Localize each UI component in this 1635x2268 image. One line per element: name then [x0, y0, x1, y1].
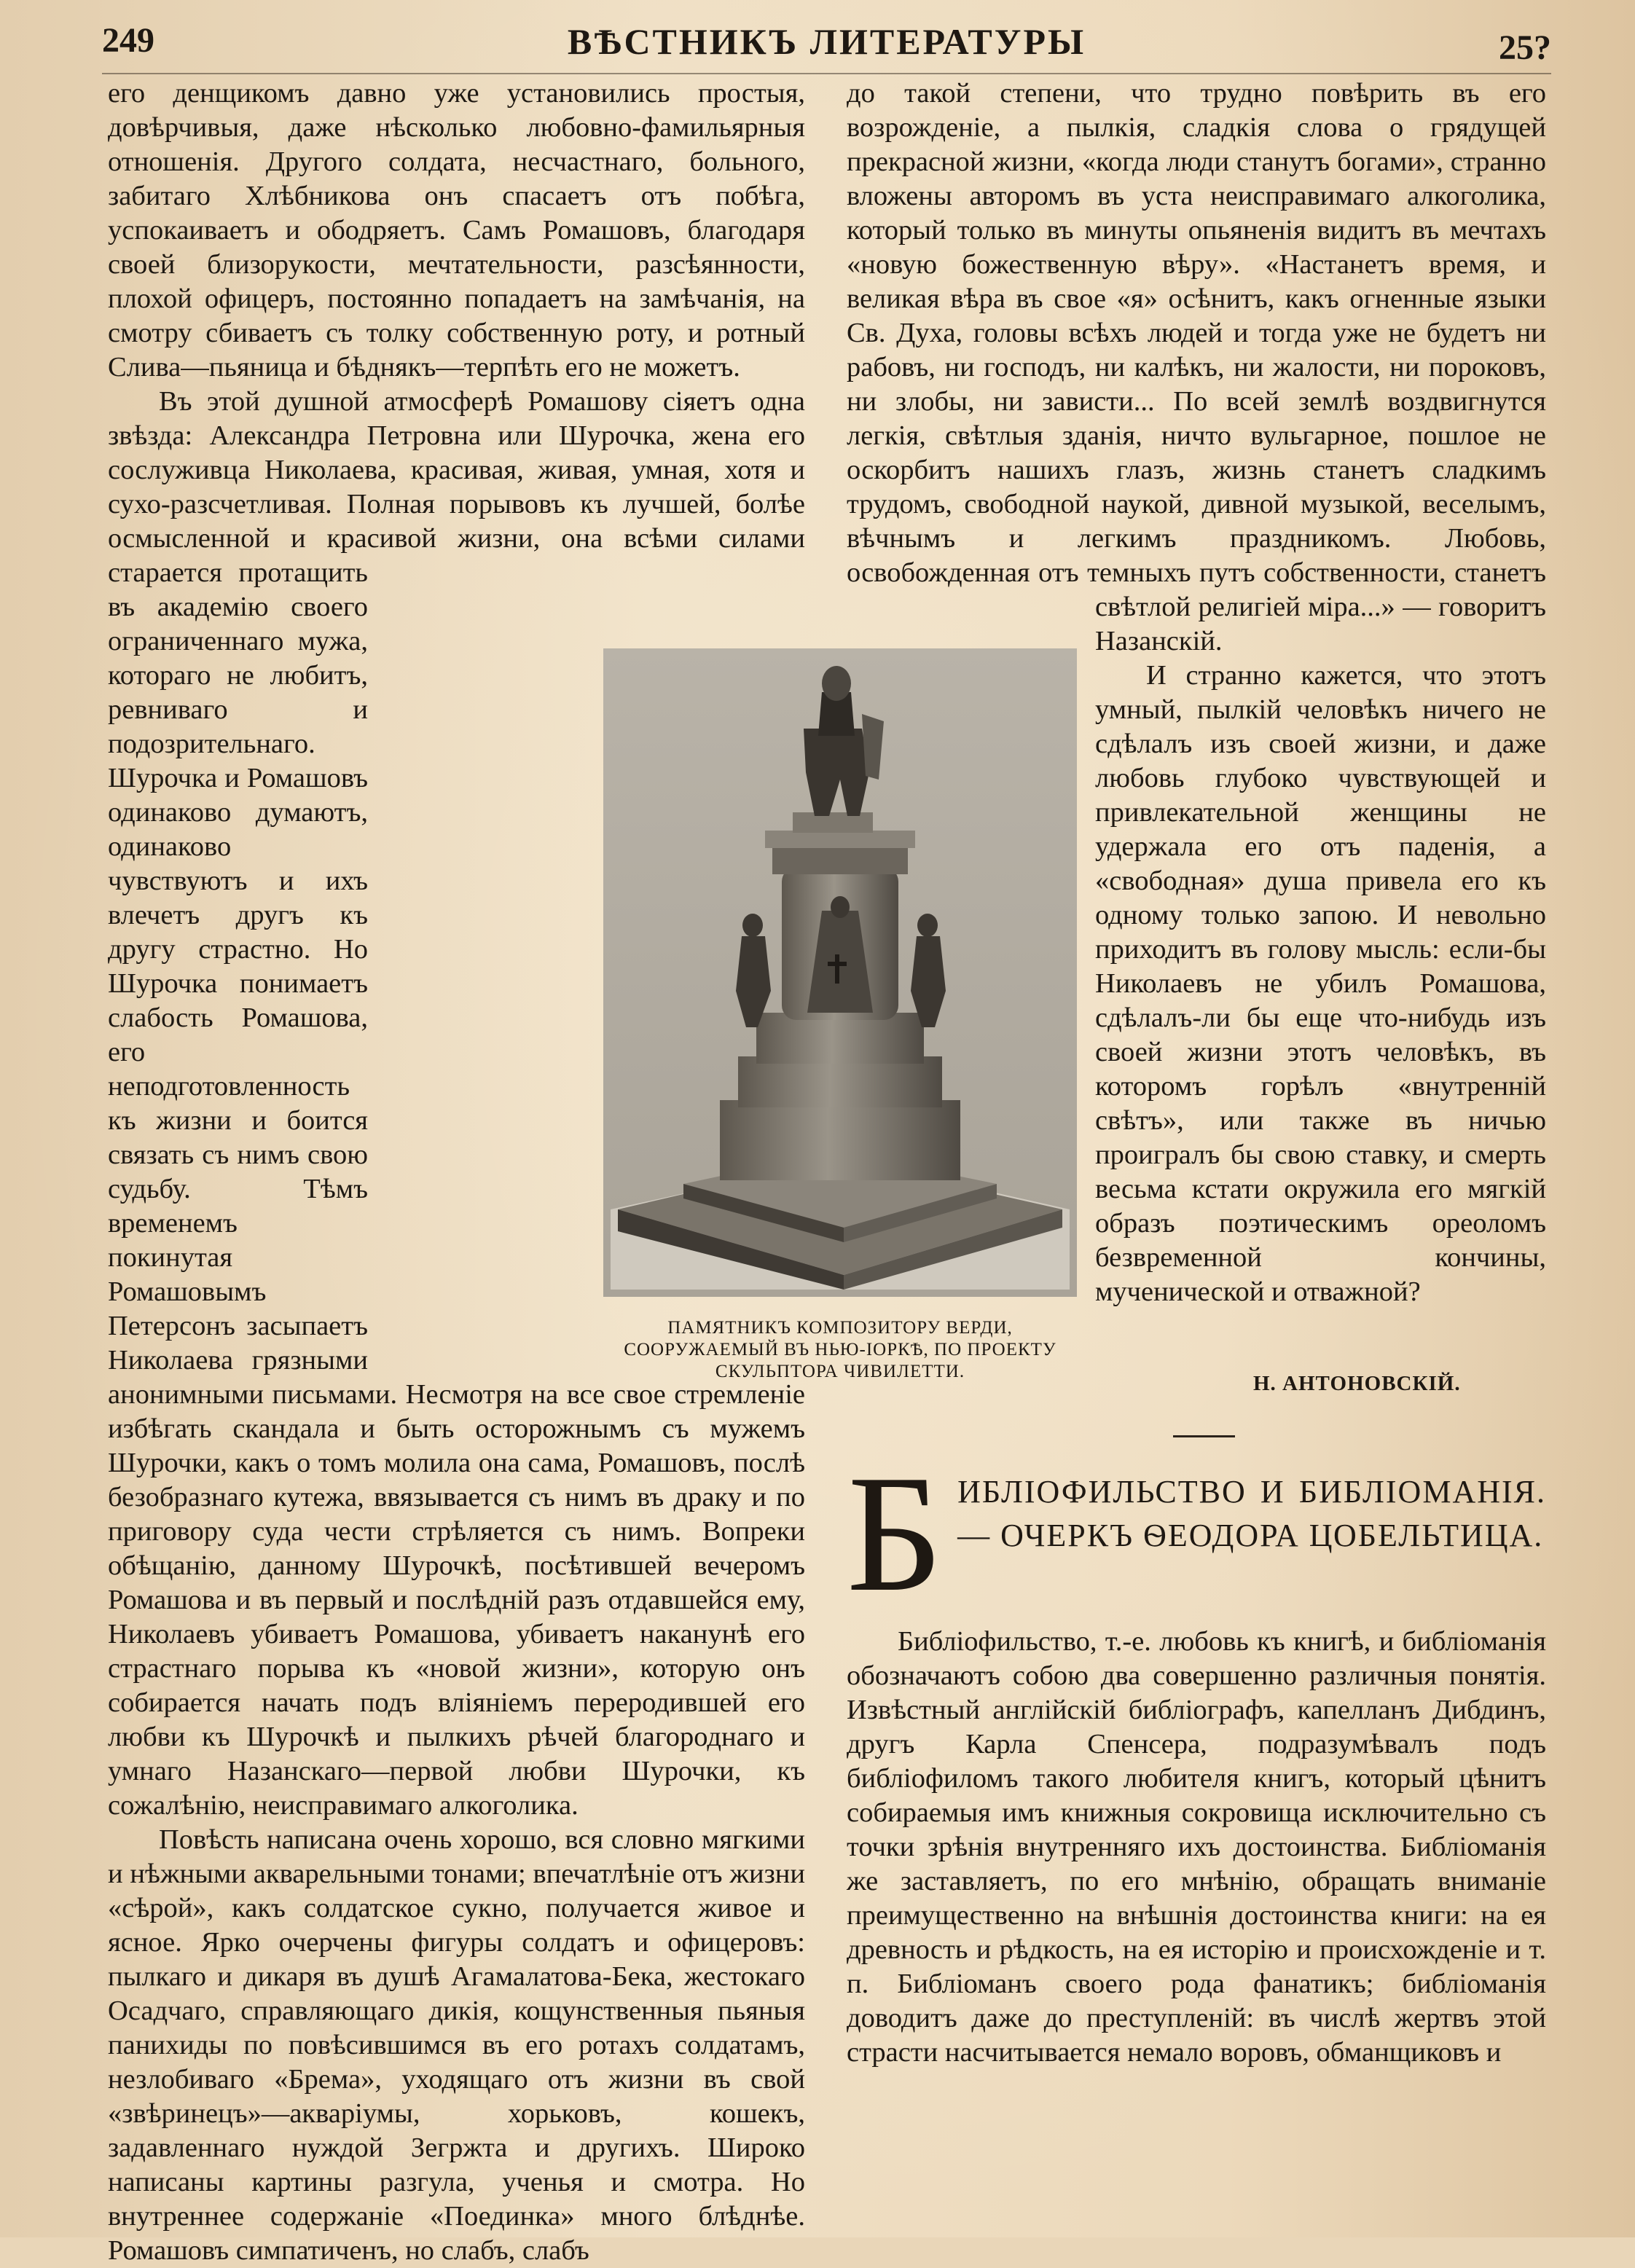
illustration-caption: ПАМЯТНИКЪ КОМПОЗИТОРУ ВЕРДИ, СООРУЖАЕМЫЙ ВЪ НЬЮ-ІОРКѢ, ПО ПРОЕКТУ СКУЛЬПТОРА ЧИВИЛЕТТИ. [624, 1318, 1056, 1381]
left-paragraph-2: Въ этой душной атмосферѣ Ромашову сіяетъ одна звѣзда: Александра Петровна или Шурочка, жена его сослуживца Николаева, красивая, живая, умная, хотя и сухо-разсчетливая. Полная порывовъ къ лучшей, болѣе осмысленной и красивой жизни, она всѣми силами старается протащить въ академію своего ограниченнаго мужа, котораго не любитъ, ревниваго и подозрительнаго. Шурочка и Ромашовъ одинаково думаютъ, одинаково чувствуютъ и ихъ влечетъ другъ къ другу страстно. Но Шурочка понимаетъ слабость Ромашова, его неподготовленность къ жизни и боится связать съ нимъ свою судьбу. Тѣмъ временемъ покинутая Ромашовымъ Петерсонъ засыпаетъ Николаева грязными анонимными письмами. Несмотря на все свое стремленіе избѣгать скандала и быть осторожнымъ съ мужемъ Шурочки, какъ о томъ молила она сама, Ромашовъ, послѣ безобразнаго кутежа, ввязывается съ нимъ въ драку и по приговору суда чести стрѣляется съ нимъ. Вопреки обѣщанію, данному Шурочкѣ, посѣтившей вечеромъ Ромашова и въ первый и послѣдній разъ отдавшейся ему, Николаевъ убиваетъ Ромашова, убиваетъ наканунѣ его страстнаго порыва къ «новой жизни», которую онъ собирается начать подъ вліяніемъ переродившей его любви къ Шурочкѣ и пылкихъ рѣчей благороднаго и умнаго Назанскаго—первой любви Шурочки, къ сожалѣнію, неисправимаго алкоголика. [108, 386, 805, 1821]
left-paragraph-3: Повѣсть написана очень хорошо, вся словно мягкими и нѣжными акварельными тонами; впечатлѣніе отъ жизни «сѣрой», какъ солдатское сукно, получается живое и ясное. Ярко очерчены фигуры солдатъ и офицеровъ: пылкаго и дикаря въ душѣ Агамалатова-Бека, жестокаго Осадчаго, справляющаго дикія, кощунственныя пьяныя панихиды по повѣсившимся въ его ротахъ солдатамъ, незлобиваго «Брема», уходящаго отъ жизни въ свой «звѣринецъ»—акваріумы, хорьковъ, кошекъ, задавленнаго нуждой Зегржта и другихъ. Широко написаны картины разгула, ученья и смотра. Но внутреннее содержаніе «Поединка» много блѣднѣе. Ромашовъ симпатиченъ, но слабъ, слабъ [108, 1824, 805, 2266]
section-divider [1173, 1435, 1235, 1437]
article-body [847, 1610, 1546, 2070]
bibliophilia-article [847, 1440, 1546, 2070]
running-header [102, 20, 1551, 71]
journal-title: ВѢСТНИКЪ ЛИТЕРАТУРЫ [567, 21, 1086, 62]
monument-engraving [603, 648, 1077, 1304]
verdi-monument-illustration [603, 648, 1077, 1377]
right-paragraph-2: И странно кажется, что этотъ умный, пылкій человѣкъ ничего не сдѣлалъ изъ своей жизни, и даже любовь глубоко чувствующей и привлекательной женщины не удержала его отъ паденія, а «свободная» душа привела его къ одному только запою. И невольно приходитъ въ голову мысль: если-бы Николаевъ не убилъ Ромашова, сдѣлалъ-ли бы еще что-нибудь изъ своей жизни этотъ человѣкъ, въ которомъ горѣлъ «внутренній свѣтъ», или также въ ничью проигралъ бы свою ставку, и смерть весьма кстати окружила его мягкій образъ поэтическимъ ореоломъ безвременной кончины, мученической и отважной? [1095, 660, 1546, 1307]
left-paragraph-1: его денщикомъ давно уже установились простыя, довѣрчивыя, даже нѣсколько любовно-фамильярныя отношенія. Другого солдата, несчастнаго, больного, забитаго Хлѣбникова онъ спасаетъ отъ побѣга, успокаиваетъ и ободряетъ. Самъ Ромашовъ, благодаря своей близорукости, мечтательности, разсѣянности, плохой офицеръ, постоянно попадаетъ на замѣчанія, на смотру сбиваетъ съ толку собственную роту, и ротный Слива—пьяница и бѣднякъ—терпѣть его не можетъ. [108, 78, 805, 382]
header-rule [102, 73, 1551, 74]
drop-cap: Б [847, 1440, 944, 1626]
right-paragraph-1: до такой степени, что трудно повѣрить въ его возрожденіе, а пылкія, сладкія слова о грядущей прекрасной жизни, «когда люди станутъ богами», странно вложены авторомъ въ уста неисправимаго алкоголика, который только въ минуты опьяненія видитъ въ мечтахъ «новую божественную вѣру». «Настанетъ время, и великая вѣра въ свое «я» осѣнитъ, какъ огненные языки Св. Духа, головы всѣхъ людей и тогда уже не будетъ ни рабовъ, ни господъ, ни калѣкъ, ни жалости, ни пороковъ, ни злобы, ни зависти... По всей землѣ воздвигнутся легкія, свѣтлыя зданія, ничто вульгарное, пошлое не оскорбитъ нашихъ глазъ, жизнь станетъ сладкимъ трудомъ, свободной наукой, дивной музыкой, веселымъ, вѣчнымъ и легкимъ праздникомъ. Любовь, освобожденная отъ темныхъ путъ собственности, станетъ свѣтлой религіей міра...» — говоритъ Назанскій. [847, 78, 1546, 656]
article-heading: ИБЛIОФИЛЬСТВО И БИБЛІОМАНІЯ. — ОЧЕРКЪ ѲЕОДОРА ЦОБЕЛЬТИЦА. [957, 1474, 1546, 1553]
article-paragraph-1: Библіофильство, т.-е. любовь къ книгѣ, и библіоманія обозначаютъ собою два совершенно различныя понятія. Извѣстный англійскій библіографъ, капелланъ Дибдинъ, другъ Карла Спенсера, подразумѣвалъ подъ библіофиломъ такого любителя книгъ, который цѣнитъ собираемыя имъ книжныя сокровища исключительно съ точки зрѣнія внутренняго ихъ достоинства. Библіоманія же заставляетъ, по его мнѣнію, обращать вниманіе преимущественно на внѣшнія достоинства книги: на ея древность и рѣдкость, на ея исторію и происхожденіе и т. п. Библіоманъ своего рода фанатикъ; библіоманія доводитъ даже до преступленій: въ числѣ жертвъ этой страсти насчитывается немало воровъ, обманщиковъ и [847, 1626, 1546, 2068]
author-signature: Н. АНТОНОВСКІЙ. [1253, 1372, 1461, 1395]
page-number-left: 249 [102, 21, 154, 60]
page-number-right: 25? [1499, 28, 1551, 67]
